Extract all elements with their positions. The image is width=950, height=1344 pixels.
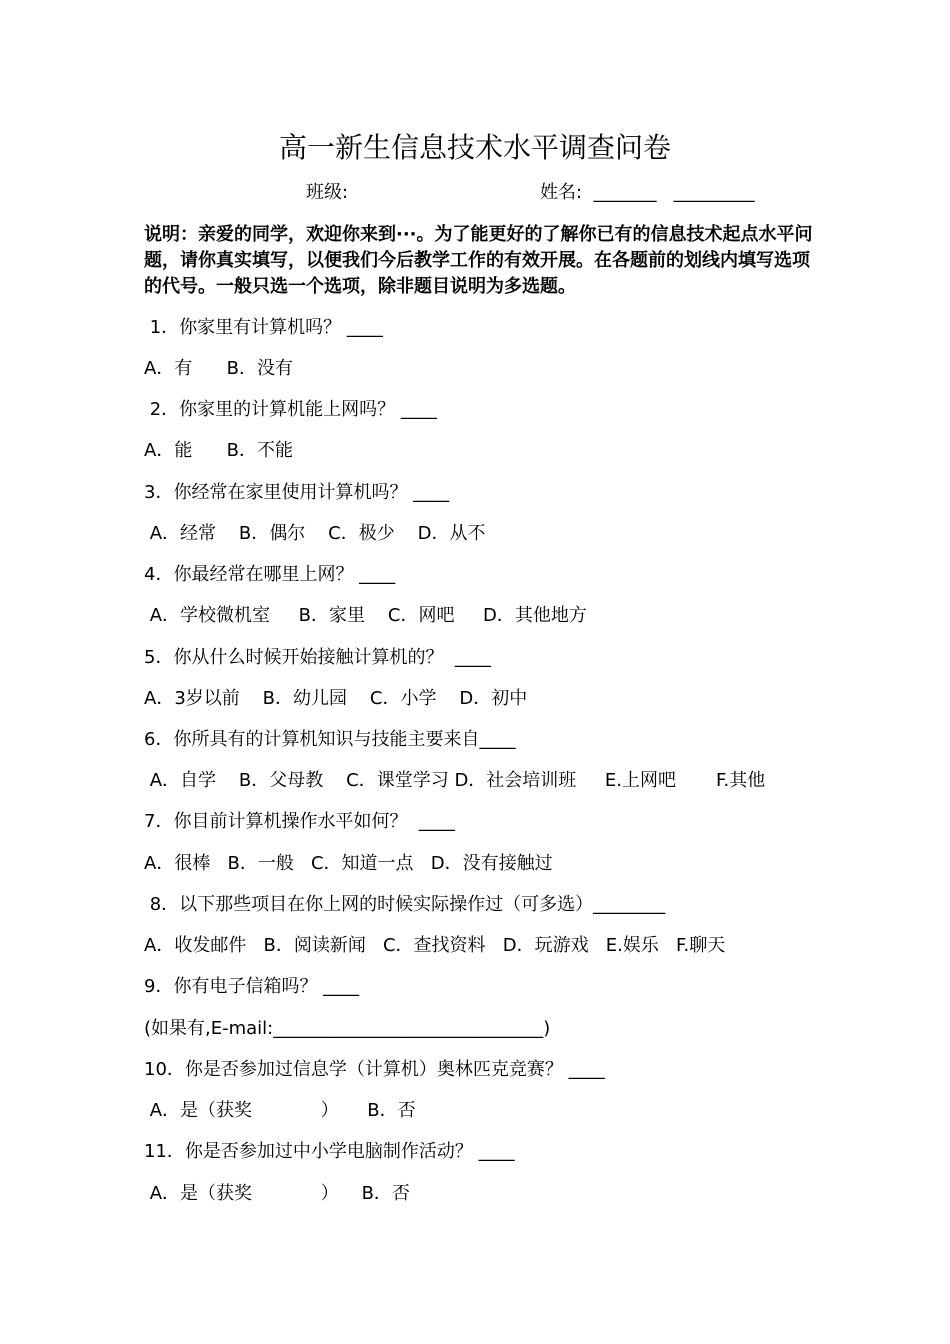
question-11: 11．你是否参加过中小学电脑制作活动？ ____ [144, 1141, 515, 1162]
name-field-label: 姓名: _______ _________ [540, 182, 755, 203]
question-2: 2．你家里的计算机能上网吗？ ____ [144, 399, 437, 420]
question-4: 4．你最经常在哪里上网？ ____ [144, 564, 396, 585]
options-6: A．自学 B．父母教 C．课堂学习 D．社会培训班 E.上网吧 F.其他 [144, 770, 766, 791]
options-3: A．经常 B．偶尔 C．极少 D．从不 [144, 523, 486, 544]
options-7: A．很棒 B．一般 C．知道一点 D．没有接触过 [144, 853, 553, 874]
question-7: 7．你目前计算机操作水平如何？ ____ [144, 811, 455, 832]
options-1: A．有 B．没有 [144, 358, 293, 379]
options-10: A．是（获奖 ） B．否 [144, 1100, 416, 1121]
question-1: 1．你家里有计算机吗？ ____ [144, 317, 383, 338]
options-2: A．能 B．不能 [144, 440, 293, 461]
options-5: A．3岁以前 B．幼儿园 C．小学 D．初中 [144, 688, 528, 709]
options-8: A．收发邮件 B．阅读新闻 C．查找资料 D．玩游戏 E.娱乐 F.聊天 [144, 935, 726, 956]
email-line: (如果有,E-mail:______________________________) [144, 1018, 551, 1039]
question-9: 9．你有电子信箱吗？ ____ [144, 976, 360, 997]
question-5: 5．你从什么时候开始接触计算机的？ ____ [144, 647, 491, 668]
options-4: A．学校微机室 B．家里 C．网吧 D．其他地方 [144, 605, 587, 626]
question-8: 8．以下那些项目在你上网的时候实际操作过（可多选）________ [144, 894, 666, 915]
question-3: 3．你经常在家里使用计算机吗？ ____ [144, 482, 450, 503]
question-6: 6．你所具有的计算机知识与技能主要来自____ [144, 729, 516, 750]
question-10: 10．你是否参加过信息学（计算机）奥林匹克竞赛？ ____ [144, 1059, 605, 1080]
options-11: A．是（获奖 ） B．否 [144, 1183, 410, 1204]
page-title: 高一新生信息技术水平调查问卷 [278, 131, 671, 164]
class-field-label: 班级: [306, 182, 349, 203]
instructions: 说明：亲爱的同学，欢迎你来到···。为了能更好的了解你已有的信息技术起点水平问题，请你真实填写，以便我们今后教学工作的有效开展。在各题前的划线内填写选项的代号。一般只选一个选项，除非题目说明为多选题。 [144, 224, 813, 297]
